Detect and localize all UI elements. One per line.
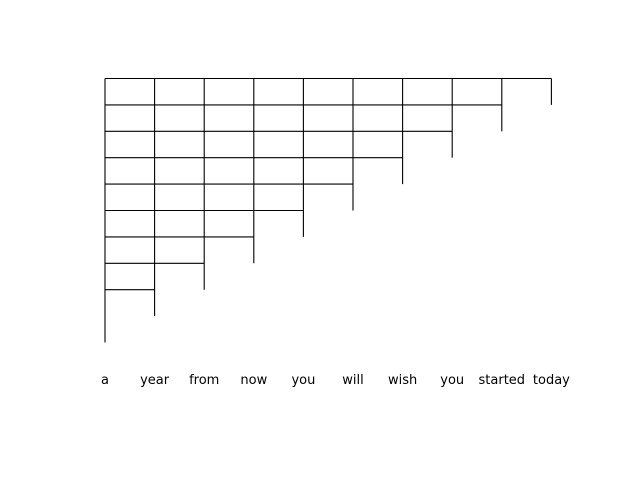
word-label-4: you (291, 373, 316, 388)
word-label-9: today (532, 373, 570, 388)
word-label-8: started (478, 373, 526, 388)
word-label-3: now (240, 373, 268, 388)
word-label-2: from (189, 373, 220, 388)
word-label-0: a (101, 373, 109, 388)
word-label-7: you (440, 373, 465, 388)
word-label-5: will (342, 373, 364, 388)
word-labels (101, 373, 570, 388)
tree-lines (105, 79, 551, 343)
word-label-6: wish (387, 373, 418, 388)
word-label-1: year (140, 373, 170, 388)
